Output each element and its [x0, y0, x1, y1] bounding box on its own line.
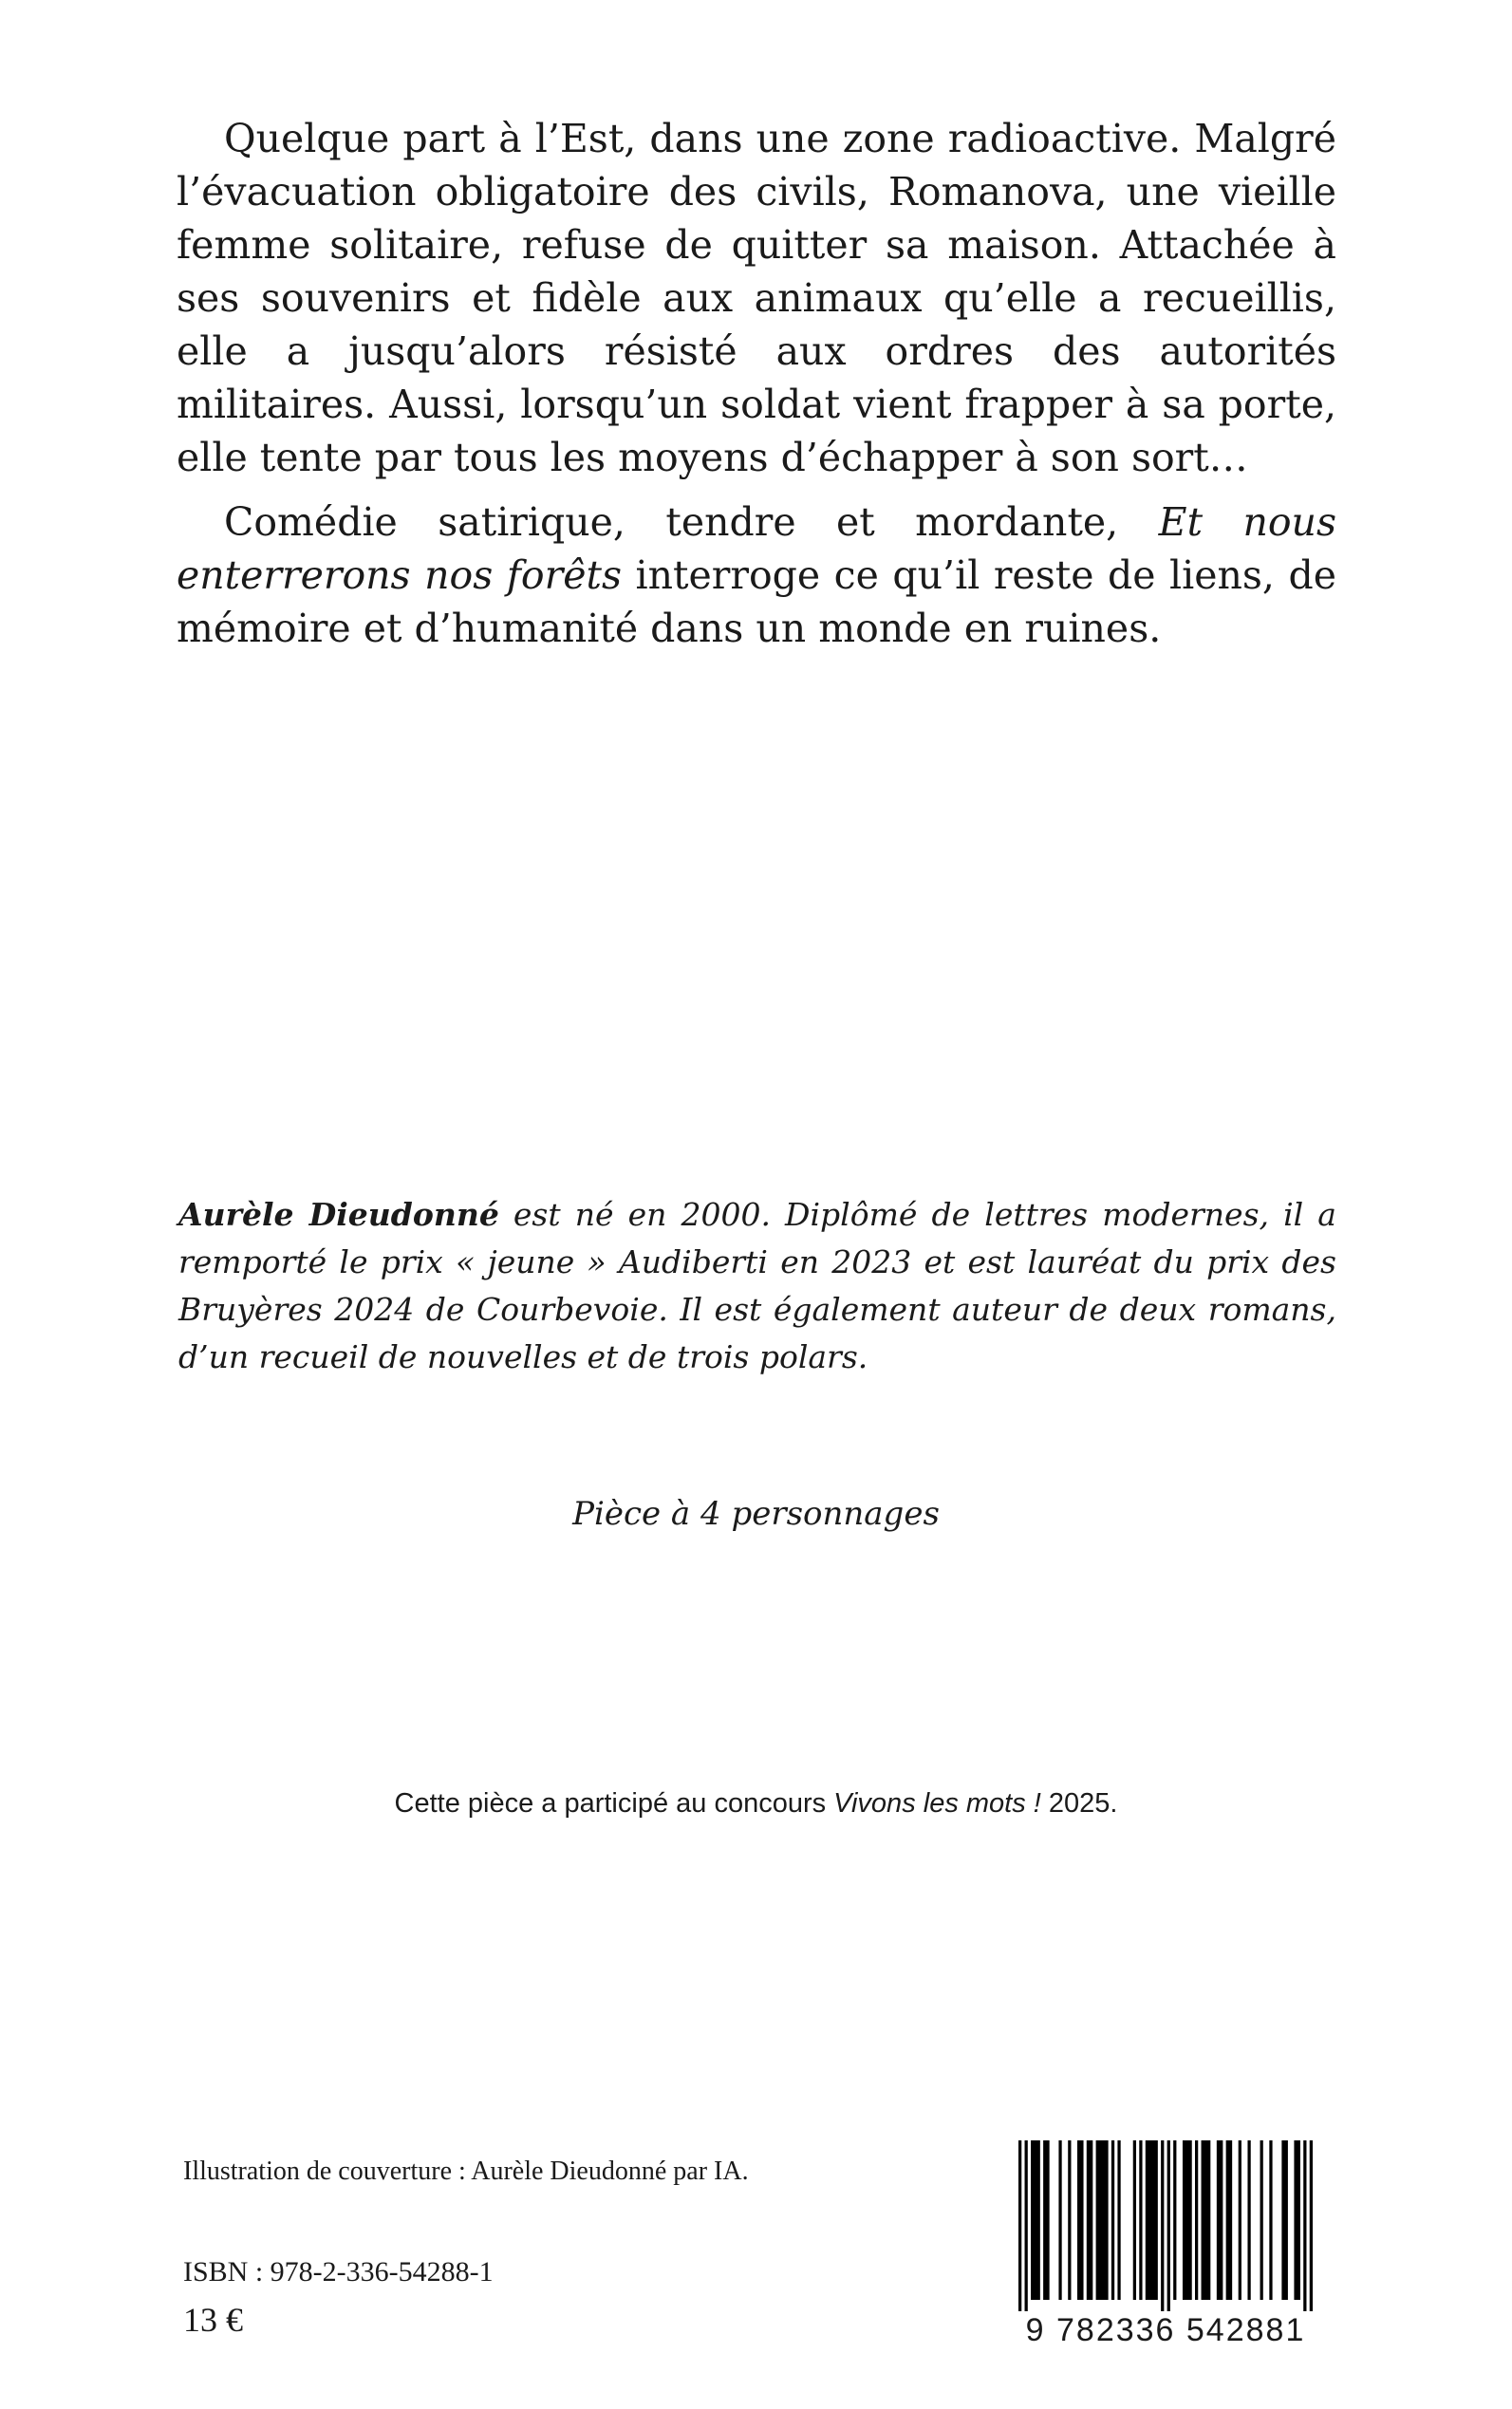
- barcode-bar: [1260, 2140, 1263, 2300]
- author-name: Aurèle Dieudonné: [178, 1196, 499, 1233]
- barcode-bar: [1043, 2140, 1050, 2300]
- barcode-bar: [1269, 2140, 1272, 2300]
- barcode-bar: [1310, 2140, 1313, 2311]
- barcode-bar: [1018, 2140, 1021, 2311]
- barcode-bar: [1195, 2140, 1198, 2300]
- barcode-bar: [1303, 2140, 1306, 2311]
- barcode-bar: [1183, 2140, 1192, 2300]
- barcode-bar: [1133, 2140, 1136, 2300]
- barcode-bar: [1117, 2140, 1120, 2300]
- barcode-bar: [1031, 2140, 1040, 2300]
- barcode-digits: 9 782336 542881: [1025, 2312, 1306, 2348]
- barcode-bar: [1025, 2140, 1028, 2311]
- isbn: ISBN : 978-2-336-54288-1: [183, 2256, 494, 2288]
- contest-note: [0, 1784, 1512, 1822]
- barcode-bar: [1146, 2140, 1158, 2300]
- synopsis-paragraph-1: Quelque part à l’Est, dans une zone radioactive. Malgré l’évacuation obligatoire des civils, Romanova, une vieille femme solitaire, refuse de quitter sa maison. Attachée à ses souvenirs et fidèle aux animaux qu’elle a recueillis, elle a jusqu’alors résisté aux ordres des autorités militaires. Aussi, lorsqu’un soldat vient frapper à sa porte, elle tente par tous les moyens d’échapper à son sort…: [177, 116, 1336, 480]
- synopsis: [177, 112, 1336, 655]
- barcode-bar: [1247, 2140, 1250, 2300]
- barcode-bars: [1018, 2140, 1313, 2311]
- synopsis-paragraph-2-start: Comédie satirique, tendre et mordante,: [224, 499, 1159, 545]
- barcode: [1009, 2131, 1322, 2371]
- contest-note-before: Cette pièce a participé au concours: [394, 1788, 834, 1819]
- barcode-bar: [1239, 2140, 1241, 2300]
- contest-note-after: 2025.: [1040, 1788, 1118, 1819]
- synopsis-paragraph-2-end: interroge ce qu’il reste de liens, de mémoire et d’humanité dans un monde en ruines.: [177, 552, 1336, 651]
- barcode-bar: [1161, 2140, 1164, 2311]
- barcode-bar: [1217, 2140, 1223, 2300]
- synopsis-paragraph-2: [177, 495, 1336, 655]
- author-bio-text: est né en 2000. Diplômé de lettres modernes, il a remporté le prix « jeune » Audiberti en 2023 et est lauréat du prix des Bruyères 2024 de Courbevoie. Il est également auteur de deux romans, d’un recueil de nouvelles et de trois polars.: [178, 1196, 1336, 1375]
- barcode-bar: [1139, 2140, 1142, 2300]
- cast-note: Pièce à 4 personnages: [572, 1495, 940, 1533]
- barcode-bar: [1226, 2140, 1233, 2300]
- play-title: Et nous enterrerons nos forêts: [177, 499, 1336, 598]
- cover-credits: Illustration de couverture : Aurèle Dieudonné par IA.: [183, 2157, 749, 2186]
- barcode-bar: [1202, 2140, 1211, 2300]
- barcode-bar: [1087, 2140, 1093, 2300]
- barcode-bar: [1173, 2140, 1176, 2300]
- author-bio: [178, 1191, 1336, 1381]
- barcode-bar: [1281, 2140, 1288, 2300]
- barcode-bar: [1294, 2140, 1300, 2300]
- barcode-bar: [1096, 2140, 1109, 2300]
- barcode-bar: [1077, 2140, 1084, 2300]
- barcode-bar: [1167, 2140, 1170, 2311]
- barcode-bar: [1111, 2140, 1114, 2300]
- barcode-bar: [1068, 2140, 1071, 2300]
- price: 13 €: [183, 2301, 243, 2339]
- contest-title: Vivons les mots !: [833, 1788, 1041, 1819]
- barcode-bar: [1058, 2140, 1061, 2300]
